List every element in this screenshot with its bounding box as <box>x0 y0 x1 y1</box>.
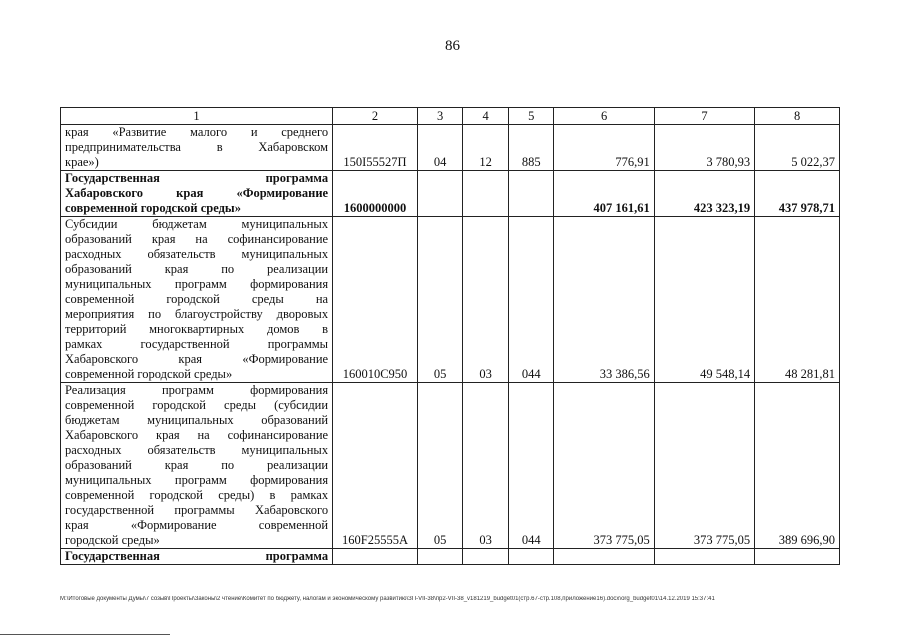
row-description <box>61 217 333 383</box>
description-line: крае») <box>65 155 99 169</box>
description-line: Хабаровского края на софинансирование <box>65 428 329 442</box>
row-description <box>61 549 333 565</box>
ministry-code <box>508 549 554 565</box>
description-line: городской среды» <box>65 533 160 547</box>
description-line: Хабаровского края «Формирование <box>65 352 329 366</box>
subsection-code <box>463 549 509 565</box>
description-line: Государственная программа <box>65 549 329 563</box>
page-number: 86 <box>445 38 460 54</box>
description-line: расходных обязательств муниципальных <box>65 443 329 457</box>
section-code: 05 <box>417 217 463 383</box>
description-line: Реализация программ формирования <box>65 383 329 397</box>
table-row <box>61 383 840 549</box>
column-header: 7 <box>654 108 754 125</box>
table-row-program <box>61 549 840 565</box>
description-line: бюджетам муниципальных образований <box>65 413 329 427</box>
amount-year-3: 5 022,37 <box>755 125 840 171</box>
target-code <box>333 549 418 565</box>
table-row <box>61 217 840 383</box>
amount-year-2 <box>654 549 754 565</box>
subsection-code: 03 <box>463 217 509 383</box>
column-header: 5 <box>508 108 554 125</box>
amount-year-3: 437 978,71 <box>755 171 840 217</box>
description-line: образований края по реализации <box>65 262 329 276</box>
description-line: современной городской среды) в рамках <box>65 488 329 502</box>
amount-year-2: 423 323,19 <box>654 171 754 217</box>
description-line: предпринимательства в Хабаровском <box>65 140 329 154</box>
row-description <box>61 125 333 171</box>
description-line: муниципальных программ формирования <box>65 277 329 291</box>
description-line: территорий многоквартирных домов в <box>65 322 329 336</box>
ministry-code: 885 <box>508 125 554 171</box>
section-code: 05 <box>417 383 463 549</box>
amount-year-3: 389 696,90 <box>755 383 840 549</box>
description-line: Субсидии бюджетам муниципальных <box>65 217 329 231</box>
ministry-code: 044 <box>508 383 554 549</box>
amount-year-1 <box>554 549 654 565</box>
column-header: 1 <box>61 108 333 125</box>
amount-year-1: 33 386,56 <box>554 217 654 383</box>
description-line: современной городской среды» <box>65 201 241 215</box>
column-header: 8 <box>755 108 840 125</box>
amount-year-3 <box>755 549 840 565</box>
section-code: 04 <box>417 125 463 171</box>
row-description <box>61 171 333 217</box>
description-line: муниципальных программ формирования <box>65 473 329 487</box>
column-header: 6 <box>554 108 654 125</box>
amount-year-2: 373 775,05 <box>654 383 754 549</box>
amount-year-3: 48 281,81 <box>755 217 840 383</box>
description-line: современной городской среды (субсидии <box>65 398 329 412</box>
amount-year-1: 373 775,05 <box>554 383 654 549</box>
footer-divider <box>0 634 170 635</box>
subsection-code: 03 <box>463 383 509 549</box>
description-line: Хабаровского края «Формирование <box>65 186 329 200</box>
amount-year-1: 776,91 <box>554 125 654 171</box>
description-line: современной городской среды» <box>65 367 233 381</box>
subsection-code: 12 <box>463 125 509 171</box>
ministry-code: 044 <box>508 217 554 383</box>
target-code: 1600000000 <box>333 171 418 217</box>
description-line: образований края по реализации <box>65 458 329 472</box>
row-description <box>61 383 333 549</box>
footer-file-path: М:\Итоговые документы Думы\7 созыв\Проекты\Законы\2 чтение\Комитет по бюджету, налогам и экономическому развитию\ЗП-VII-38\пр2-VII-38_v181219_budget01(стр.67-стр.108,приложение16).docx\org_budget01\14.12.2019 15:37:41 <box>60 596 715 602</box>
table-header-row <box>61 108 840 125</box>
ministry-code <box>508 171 554 217</box>
column-header: 4 <box>463 108 509 125</box>
subsection-code <box>463 171 509 217</box>
target-code: 160F25555А <box>333 383 418 549</box>
table-row-program <box>61 171 840 217</box>
description-line: расходных обязательств муниципальных <box>65 247 329 261</box>
column-header: 2 <box>333 108 418 125</box>
description-line: края «Развитие малого и среднего <box>65 125 329 139</box>
description-line: мероприятия по благоустройству дворовых <box>65 307 329 321</box>
amount-year-2: 49 548,14 <box>654 217 754 383</box>
description-line: современной городской среды на <box>65 292 329 306</box>
table-row <box>61 125 840 171</box>
amount-year-2: 3 780,93 <box>654 125 754 171</box>
budget-table <box>60 107 840 565</box>
description-line: края «Формирование современной <box>65 518 329 532</box>
description-line: Государственная программа <box>65 171 329 185</box>
amount-year-1: 407 161,61 <box>554 171 654 217</box>
description-line: образований края на софинансирование <box>65 232 329 246</box>
section-code <box>417 171 463 217</box>
target-code: 150I55527П <box>333 125 418 171</box>
target-code: 160010С950 <box>333 217 418 383</box>
section-code <box>417 549 463 565</box>
description-line: рамках государственной программы <box>65 337 329 351</box>
column-header: 3 <box>417 108 463 125</box>
description-line: государственной программы Хабаровского <box>65 503 329 517</box>
